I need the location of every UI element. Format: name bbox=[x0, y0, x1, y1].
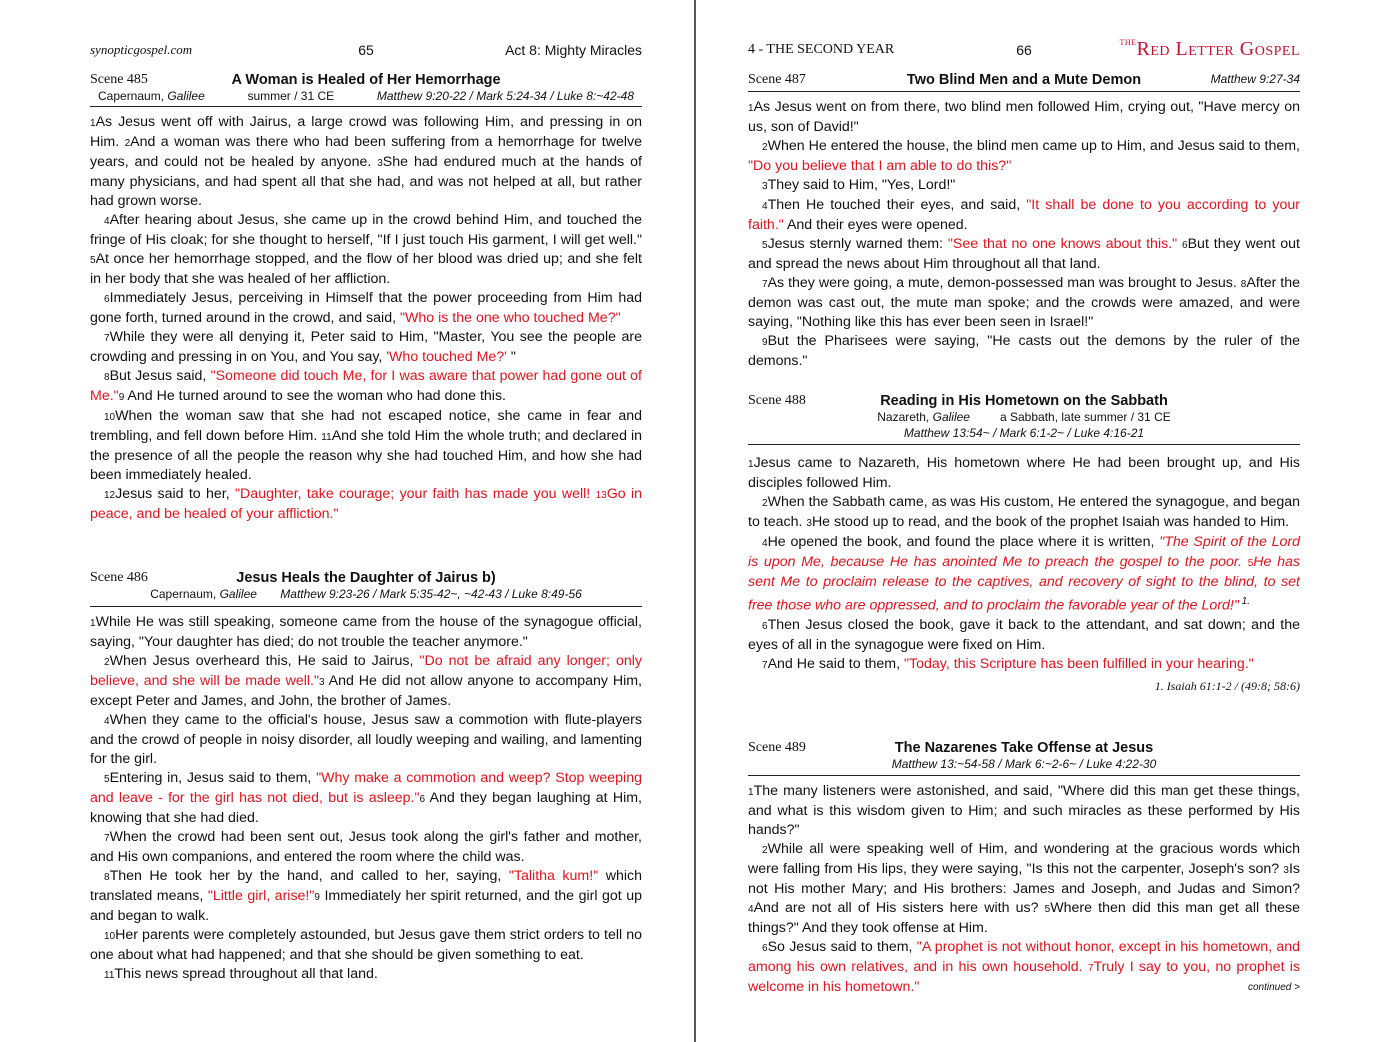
right-page bbox=[696, 0, 1389, 1042]
time: a Sabbath, late summer / 31 CE bbox=[999, 410, 1171, 424]
scene-number: Scene 489 bbox=[748, 740, 806, 755]
continued-link[interactable]: continued > bbox=[1248, 982, 1300, 993]
place: Capernaum, Galilee bbox=[98, 89, 205, 103]
scene-number: Scene 485 bbox=[90, 72, 148, 87]
scene-487 bbox=[748, 72, 1300, 371]
scene-488 bbox=[748, 393, 1300, 694]
footnote: 1. Isaiah 61:1-2 / (49:8; 58:6) bbox=[1154, 678, 1300, 693]
brand-logo: $^{THE}$Red Letter Gospel bbox=[1119, 38, 1300, 60]
scene-meta bbox=[748, 756, 1300, 776]
references: Matthew 9:27-34 bbox=[1210, 72, 1300, 86]
scene-meta bbox=[90, 88, 642, 107]
scene-meta bbox=[90, 586, 642, 607]
page-number: 65 bbox=[358, 42, 374, 58]
site-name: synopticgospel.com bbox=[90, 42, 193, 57]
scene-header bbox=[90, 570, 642, 586]
references: Matthew 13:~54-58 / Mark 6:~2-6~ / Luke 4:22-30 bbox=[891, 757, 1157, 771]
scene-header bbox=[748, 740, 1300, 756]
scene-header bbox=[748, 72, 1300, 92]
references: Matthew 9:23-26 / Mark 5:35-42~, ~42-43 / Luke 8:49-56 bbox=[280, 587, 582, 601]
place: Capernaum, Galilee bbox=[150, 587, 257, 601]
references: Matthew 9:20-22 / Mark 5:24-34 / Luke 8:~42-48 bbox=[376, 89, 634, 103]
scene-title: Reading in His Hometown on the Sabbath bbox=[880, 393, 1168, 409]
left-page bbox=[0, 0, 694, 1042]
scene-title: Jesus Heals the Daughter of Jairus b) bbox=[236, 570, 496, 586]
place: Nazareth, Galilee bbox=[877, 410, 970, 424]
scene-title: Two Blind Men and a Mute Demon bbox=[906, 72, 1142, 88]
scene-489 bbox=[748, 740, 1300, 993]
scene-header bbox=[748, 393, 1300, 409]
left-running-header bbox=[90, 42, 642, 60]
references: Matthew 13:54~ / Mark 6:1-2~ / Luke 4:16-21 bbox=[903, 426, 1145, 440]
scene-text: 1As Jesus went on from there, two blind men followed Him, crying out, "Have mercy on us, son of David!" 2When He entered the house, the blind men came up to Him, and Jesus said to them, "Do you believe that I am able to do this?" 3They said to Him, "Yes, Lord!" 4Then He touched their eyes, and said, "It shall be done to you according to your faith." And their eyes were opened. 5Jesus sternly warned them: "See that no one knows about this." 6But they went out and spread the news about Him throughout all that land. 7As they were going, a mute, demon-possessed man was brought to Jesus. 8After the demon was cast out, the mute man spoke; and the crowds were amazed, and were saying, "Nothing like this has ever been seen in Israel!" 9But the Pharisees were saying, "He casts out the demons by the ruler of the demons." bbox=[748, 99, 1300, 369]
page-number: 66 bbox=[1016, 42, 1032, 58]
right-running-header bbox=[748, 38, 1300, 60]
scene-title: A Woman is Healed of Her Hemorrhage bbox=[231, 72, 501, 88]
scene-number: Scene 488 bbox=[748, 393, 806, 408]
scene-text: 1The many listeners were astonished, and said, "Where did this man get these things, and what is this wisdom given to Him; and such miracles as these performed by His hands?" 2While all were speaking well of Him, and wondering at the gracious words which were falling from His lips, they were saying, "Is this not the carpenter, Joseph's son? 3Is not His mother Mary; and His brothers: James and Joseph, and Judas and Simon? 4And are not all of His sisters here with us? 5Where then did this man get all these things?" And they took offense at Him. 6So Jesus said to them, "A prophet is not without honor, except in his hometown, and among his own relatives, and in his own household. 7Truly I say to you, no prophet is welcome in his hometown." bbox=[748, 783, 1301, 995]
scene-meta bbox=[748, 409, 1300, 445]
section-title: 4 - THE SECOND YEAR bbox=[748, 42, 895, 57]
scene-text: 1As Jesus went off with Jairus, a large crowd was following Him, and pressing in on Him. 2And a woman was there who had been suffering from a hemorrhage for twelve years, and could not be healed by anyone. 3She had endured much at the hands of many physicians, and had spent all that she had, and was not helped at all, but rather had grown worse. 4After hearing about Jesus, she came up in the crowd behind Him, and touched the fringe of His cloak; for she thought to herself, "If I just touch His garment, I will get well." 5At once her hemorrhage stopped, and the flow of her blood was dried up; and she felt in her body that she was healed of her affliction. 6Immediately Jesus, perceiving in Himself that the power proceeding from Him had gone forth, turned around in the crowd, and said, "Who is the one who touched Me?" 7While they were all denying it, Peter said to Him, "Master, You see the people are crowding and pressing in on You, and You say, 'Who touched Me?' " 8But Jesus said, "Someone did touch Me, for I was aware that power had gone out of Me."9 And He turned around to see the woman who had done this. 10When the woman saw that she had not escaped notice, she came in fear and trembling, and fell down before Him. 11And she told Him the whole truth; and declared in the presence of all the people the reason why she had touched Him, and how she had been immediately healed. 12Jesus said to her, "Daughter, take courage; your faith has made you well! 13Go in peace, and be healed of your affliction." bbox=[90, 114, 643, 522]
time: summer / 31 CE bbox=[247, 89, 335, 103]
scene-number: Scene 486 bbox=[90, 570, 148, 585]
scene-485 bbox=[90, 72, 642, 524]
act-title: Act 8: Mighty Miracles bbox=[505, 42, 642, 58]
scene-number: Scene 487 bbox=[748, 72, 806, 87]
scene-header bbox=[90, 72, 642, 88]
scene-title: The Nazarenes Take Offense at Jesus bbox=[894, 740, 1154, 756]
scene-486 bbox=[90, 570, 642, 985]
scene-text: 1While He was still speaking, someone came from the house of the synagogue official, saying, "Your daughter has died; do not trouble the teacher anymore." 2When Jesus overheard this, He said to Jairus, "Do not be afraid any longer; only believe, and she will be made well."3 And He did not allow anyone to accompany Him, except Peter and James, and John, the brother of James. 4When they came to the official's house, Jesus saw a commotion with flute-players and the crowd of people in noisy disorder, all loudly weeping and wailing, and lamenting for the girl. 5Entering in, Jesus said to them, "Why make a commotion and weep? Stop weeping and leave - for the girl has not died, but is asleep."6 And they began laughing at Him, knowing that she had died. 7When the crowd had been sent out, Jesus took along the girl's father and mother, and His own companions, and entered the room where the child was. 8Then He took her by the hand, and called to her, saying, "Talitha kum!" which translated means, "Little girl, arise!"9 Immediately her spirit returned, and the girl got up and began to walk. 10Her parents were completely astounded, but Jesus gave them strict orders to tell no one about what had happened; and that she should be given something to eat. 11This news spread throughout all that land. bbox=[90, 614, 642, 982]
scene-text: 1Jesus came to Nazareth, His hometown where He had been brought up, and His disciples followed Him. 2When the Sabbath came, as was His custom, He entered the synagogue, and began to teach. 3He stood up to read, and the book of the prophet Isaiah was handed to Him. 4He opened the book, and found the place where it is written, "The Spirit of the Lord is upon Me, because He has anointed Me to preach the gospel to the poor. 5He has sent Me to proclaim release to the captives, and recovery of sight to the blind, to set free those who are oppressed, and to proclaim the favorable year of the Lord!" $^{1.}$ 6Then Jesus closed the book, gave it back to the attendant, and sat down; and the eyes of all in the synagogue were fixed on Him. 7And He said to them, "Today, this Scripture has been fulfilled in your hearing." bbox=[748, 455, 1301, 672]
